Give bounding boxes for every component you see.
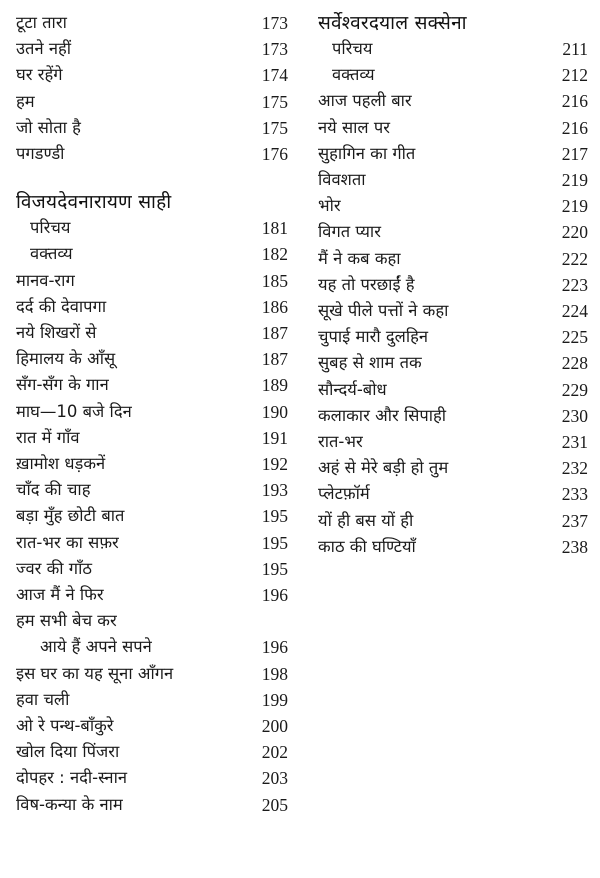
toc-entry-page: 216 [561, 117, 588, 138]
toc-entry-title: इस घर का यह सूना आँगन [16, 663, 174, 683]
toc-entry-page: 187 [261, 323, 288, 344]
toc-entry-title: विगत प्यार [318, 222, 381, 242]
toc-entry-page: 196 [261, 585, 288, 606]
toc-entry-page: 223 [561, 274, 588, 295]
toc-entry [16, 713, 288, 739]
toc-entry-page: 225 [561, 327, 588, 348]
toc-entry-page: 224 [561, 301, 588, 322]
toc-entry-page: 190 [261, 401, 288, 422]
toc-entry-page: 176 [261, 144, 288, 165]
toc-entry [16, 792, 288, 818]
toc-entry-title: कलाकार और सिपाही [318, 405, 447, 425]
toc-entry-title: काठ की घण्टियाँ [318, 536, 416, 556]
toc-entry [318, 193, 588, 219]
toc-entry-page: 200 [261, 716, 288, 737]
toc-entry-page: 173 [261, 13, 288, 33]
toc-entry [16, 530, 288, 556]
toc-entry-page: 199 [261, 689, 288, 710]
toc-entry [318, 455, 588, 481]
toc-entry-page: 195 [261, 558, 288, 579]
toc-entry-page: 220 [561, 222, 588, 243]
toc-entry [16, 294, 288, 320]
toc-entry-page: 181 [261, 218, 288, 239]
toc-entry-page: 182 [261, 244, 288, 265]
toc-entry [16, 346, 288, 372]
toc-entry-title: आज मैं ने फिर [16, 585, 104, 605]
toc-left-column [16, 10, 288, 818]
toc-entry [16, 582, 288, 608]
toc-entry-page: 231 [561, 432, 588, 453]
toc-entry-title: उतने नहीं [16, 39, 72, 59]
section-heading: विजयदेवनारायण साही [16, 191, 172, 214]
toc-entry-title: नये शिखरों से [16, 323, 97, 343]
toc-entry-page: 203 [261, 768, 288, 789]
toc-entry [318, 534, 588, 560]
toc-entry-page: 193 [261, 480, 288, 501]
toc-entry-page: 198 [261, 663, 288, 684]
toc-entry [16, 739, 288, 765]
toc-entry-title: ख़ामोश धड़कनें [16, 454, 106, 474]
toc-entry-page: 211 [562, 39, 588, 59]
toc-entry-title: रात-भर का सफ़र [16, 532, 119, 552]
toc-entry [16, 425, 288, 451]
toc-entry-title: अहं से मेरे बड़ी हो तुम [318, 458, 449, 478]
toc-entry-title: ज्वर की गाँठ [16, 558, 92, 578]
toc-entry-title: भोर [318, 196, 341, 216]
toc-entry [16, 765, 288, 791]
toc-entry [16, 477, 288, 503]
toc-entry-title: यह तो परछाईं है [318, 274, 415, 294]
toc-entry-title: जो सोता है [16, 117, 81, 137]
toc-entry-title: ओ रे पन्थ-बाँकुरे [16, 716, 114, 736]
toc-entry-title: बड़ा मुँह छोटी बात [16, 506, 125, 526]
toc-entry-title: माघ—10 बजे दिन [16, 401, 132, 421]
toc-entry [318, 36, 588, 62]
toc-entry-title: हम सभी बेच कर [16, 611, 117, 631]
toc-entry-title: मानव-राग [16, 270, 75, 290]
toc-entry [318, 219, 588, 245]
toc-entry-title: विवशता [318, 170, 366, 190]
toc-entry [318, 167, 588, 193]
toc-entry-title: आये हैं अपने सपने [40, 637, 152, 657]
toc-entry-page: 205 [261, 794, 288, 815]
toc-entry-page: 202 [261, 742, 288, 763]
toc-entry-title: प्लेटफ़ॉर्म [318, 484, 370, 504]
toc-entry-page: 233 [561, 484, 588, 505]
toc-entry-title: पगडण्डी [16, 144, 65, 164]
toc-entry [318, 115, 588, 141]
toc-entry-title: सुहागिन का गीत [318, 143, 416, 163]
toc-entry [16, 608, 288, 634]
toc-entry-title: हम [16, 91, 35, 111]
toc-entry-title: वक्तव्य [332, 65, 375, 85]
toc-entry-page: 187 [261, 349, 288, 370]
toc-entry [318, 298, 588, 324]
toc-entry [16, 241, 288, 267]
toc-entry-title: दोपहर : नदी-स्नान [16, 768, 128, 788]
toc-entry-title: सौन्दर्य-बोध [318, 379, 387, 399]
toc-entry-page: 230 [561, 405, 588, 426]
toc-entry-page: 219 [561, 170, 588, 191]
toc-entry [318, 246, 588, 272]
toc-entry-title: चाँद की चाह [16, 480, 91, 500]
toc-entry-title: परिचय [30, 218, 71, 238]
toc-entry-title: चुपाई मारौ दुलहिन [318, 327, 429, 347]
section-heading: सर्वेश्वरदयाल सक्सेना [318, 12, 467, 34]
toc-entry-page: 186 [261, 296, 288, 317]
toc-entry-title: नये साल पर [318, 117, 390, 137]
toc-entry [16, 10, 288, 36]
toc-entry-page: 212 [561, 65, 588, 86]
section-gap [16, 167, 288, 189]
toc-entry-title: सूखे पीले पत्तों ने कहा [318, 301, 449, 321]
toc-entry [16, 661, 288, 687]
toc-entry [318, 62, 588, 88]
toc-entry-title: आज पहली बार [318, 91, 412, 111]
toc-entry-page: 195 [261, 506, 288, 527]
toc-entry [318, 508, 588, 534]
toc-entry [318, 377, 588, 403]
toc-entry [16, 215, 288, 241]
toc-entry-title: टूटा तारा [16, 13, 67, 32]
toc-entry-title: हवा चली [16, 689, 70, 709]
toc-entry [318, 481, 588, 507]
toc-entry-page: 229 [561, 379, 588, 400]
toc-entry [16, 372, 288, 398]
toc-entry-page: 238 [561, 536, 588, 557]
toc-entry [16, 89, 288, 115]
toc-entry [16, 320, 288, 346]
toc-entry-title: रात में गाँव [16, 427, 80, 447]
toc-entry-page: 217 [561, 143, 588, 164]
toc-entry [16, 399, 288, 425]
toc-entry-page: 216 [561, 91, 588, 112]
toc-entry-title: खोल दिया पिंजरा [16, 742, 120, 762]
toc-entry-page: 219 [561, 196, 588, 217]
toc-entry-page: 192 [261, 454, 288, 475]
toc-entry [318, 272, 588, 298]
toc-entry-title: सँग-सँग के गान [16, 375, 109, 395]
toc-entry-title: परिचय [332, 39, 373, 58]
toc-entry-page: 185 [261, 270, 288, 291]
toc-entry-page: 195 [261, 532, 288, 553]
toc-entry-title: रात-भर [318, 432, 363, 452]
toc-entry [318, 324, 588, 350]
toc-entry [318, 429, 588, 455]
toc-entry [16, 115, 288, 141]
toc-right-column [318, 10, 588, 560]
toc-entry [16, 62, 288, 88]
toc-entry [16, 556, 288, 582]
toc-entry-page: 228 [561, 353, 588, 374]
toc-entry [318, 403, 588, 429]
toc-entry [16, 503, 288, 529]
toc-entry-title: हिमालय के आँसू [16, 349, 116, 369]
toc-entry-page: 196 [261, 637, 288, 658]
toc-entry [16, 687, 288, 713]
toc-entry [318, 350, 588, 376]
toc-entry-page: 189 [261, 375, 288, 396]
toc-entry [16, 36, 288, 62]
toc-entry-title: मैं ने कब कहा [318, 248, 401, 268]
toc-entry-title: दर्द की देवापगा [16, 296, 107, 316]
toc-entry-page: 174 [261, 65, 288, 86]
toc-entry-page: 175 [261, 117, 288, 138]
toc-entry-title: वक्तव्य [30, 244, 73, 264]
toc-entry-title: यों ही बस यों ही [318, 510, 414, 530]
toc-entry-page: 173 [261, 39, 288, 60]
toc-entry [16, 634, 288, 660]
toc-entry [16, 451, 288, 477]
toc-entry-page: 222 [561, 248, 588, 269]
toc-entry [16, 141, 288, 167]
toc-entry-title: सुबह से शाम तक [318, 353, 422, 373]
toc-entry [16, 268, 288, 294]
toc-entry [318, 141, 588, 167]
toc-entry [318, 88, 588, 114]
toc-entry-page: 175 [261, 91, 288, 112]
toc-entry-page: 191 [261, 427, 288, 448]
toc-entry-page: 232 [561, 458, 588, 479]
toc-entry-title: विष-कन्या के नाम [16, 794, 123, 814]
toc-entry-page: 237 [561, 510, 588, 531]
toc-entry-title: घर रहेंगे [16, 65, 63, 85]
